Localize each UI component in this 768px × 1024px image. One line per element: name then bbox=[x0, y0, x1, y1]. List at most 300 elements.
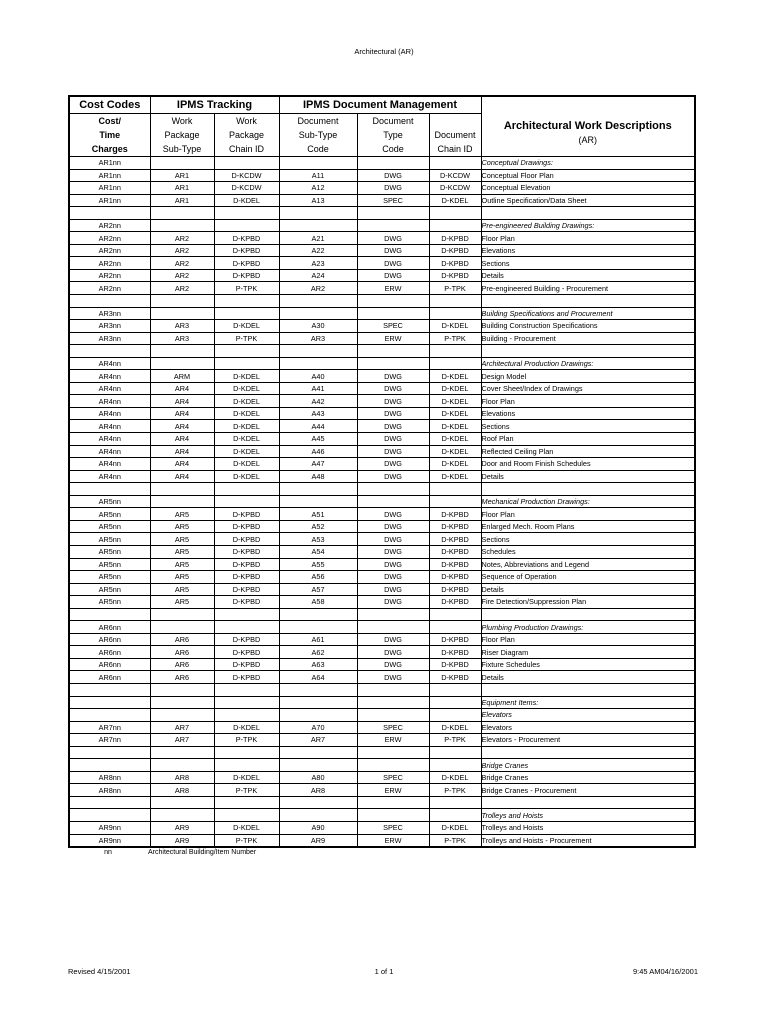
table-row bbox=[69, 608, 695, 621]
cost-code-cell bbox=[69, 809, 150, 822]
work-description-cell bbox=[481, 746, 695, 759]
cost-code-cell: AR5nn bbox=[69, 545, 150, 558]
table-row bbox=[69, 558, 695, 571]
document-type-code-cell bbox=[357, 709, 429, 722]
column-header-work-package-subtype bbox=[150, 114, 214, 157]
work-package-chain-id-cell: D-KPBD bbox=[214, 583, 279, 596]
table-row bbox=[69, 445, 695, 458]
work-description-cell: Floor Plan bbox=[481, 508, 695, 521]
document-type-code-cell: DWG bbox=[357, 420, 429, 433]
work-package-subtype-cell: AR1 bbox=[150, 194, 214, 207]
work-description-cell: Conceptual Elevation bbox=[481, 182, 695, 195]
cost-code-cell: AR6nn bbox=[69, 671, 150, 684]
document-subtype-code-cell: A22 bbox=[279, 244, 357, 257]
work-package-chain-id-cell bbox=[214, 207, 279, 220]
document-subtype-code-cell bbox=[279, 621, 357, 634]
work-package-chain-id-cell: D-KPBD bbox=[214, 658, 279, 671]
footnote-key: nn bbox=[104, 849, 112, 856]
work-description-cell: Cover Sheet/Index of Drawings bbox=[481, 382, 695, 395]
document-chain-id-cell: D-KPBD bbox=[429, 257, 481, 270]
table-row bbox=[69, 307, 695, 320]
cost-code-cell bbox=[69, 207, 150, 220]
work-description-cell: Fixture Schedules bbox=[481, 658, 695, 671]
document-chain-id-cell: D-KDEL bbox=[429, 433, 481, 446]
work-description-cell: Design Model bbox=[481, 370, 695, 383]
document-subtype-code-cell: A51 bbox=[279, 508, 357, 521]
cost-code-cell: AR1nn bbox=[69, 157, 150, 170]
document-type-code-cell: SPEC bbox=[357, 721, 429, 734]
work-package-chain-id-cell: D-KDEL bbox=[214, 433, 279, 446]
cost-code-cell: AR4nn bbox=[69, 470, 150, 483]
document-type-code-cell bbox=[357, 608, 429, 621]
cost-code-cell: AR6nn bbox=[69, 633, 150, 646]
cost-code-cell: AR1nn bbox=[69, 194, 150, 207]
cost-code-cell: AR4nn bbox=[69, 458, 150, 471]
work-package-chain-id-cell: D-KPBD bbox=[214, 232, 279, 245]
document-subtype-code-cell bbox=[279, 345, 357, 358]
table-row bbox=[69, 382, 695, 395]
work-descriptions-subtitle: (AR) bbox=[578, 135, 598, 145]
work-package-chain-id-cell bbox=[214, 709, 279, 722]
document-subtype-code-cell: AR8 bbox=[279, 784, 357, 797]
column-header-line: Document bbox=[297, 116, 339, 126]
document-chain-id-cell: D-KPBD bbox=[429, 671, 481, 684]
work-package-subtype-cell: AR5 bbox=[150, 596, 214, 609]
group-ipms-document-management: IPMS Document Management bbox=[279, 96, 481, 114]
document-subtype-code-cell: A48 bbox=[279, 470, 357, 483]
document-subtype-code-cell bbox=[279, 746, 357, 759]
work-description-cell bbox=[481, 683, 695, 696]
document-chain-id-cell bbox=[429, 483, 481, 496]
work-description-cell: Architectural Production Drawings: bbox=[481, 357, 695, 370]
work-package-subtype-cell bbox=[150, 307, 214, 320]
work-description-cell: Equipment Items: bbox=[481, 696, 695, 709]
work-package-subtype-cell: AR2 bbox=[150, 244, 214, 257]
document-subtype-code-cell bbox=[279, 357, 357, 370]
document-subtype-code-cell bbox=[279, 709, 357, 722]
group-ipms-tracking: IPMS Tracking bbox=[150, 96, 279, 114]
document-chain-id-cell: D-KDEL bbox=[429, 370, 481, 383]
column-header-line: Sub-Type bbox=[298, 130, 338, 140]
work-description-cell bbox=[481, 796, 695, 809]
work-package-subtype-cell bbox=[150, 809, 214, 822]
document-type-code-cell bbox=[357, 796, 429, 809]
work-package-subtype-cell: AR5 bbox=[150, 558, 214, 571]
work-package-subtype-cell: AR5 bbox=[150, 508, 214, 521]
footnote-text: Architectural Building/Item Number bbox=[148, 849, 257, 856]
group-cost-codes: Cost Codes bbox=[69, 96, 150, 114]
work-description-cell: Trolleys and Hoists - Procurement bbox=[481, 834, 695, 847]
cost-code-cell: AR4nn bbox=[69, 382, 150, 395]
table-row bbox=[69, 470, 695, 483]
work-package-subtype-cell: AR4 bbox=[150, 433, 214, 446]
work-package-subtype-cell bbox=[150, 621, 214, 634]
work-package-subtype-cell bbox=[150, 483, 214, 496]
cost-code-cell: AR1nn bbox=[69, 182, 150, 195]
cost-code-cell: AR8nn bbox=[69, 784, 150, 797]
document-chain-id-cell: D-KDEL bbox=[429, 470, 481, 483]
document-chain-id-cell: P-TPK bbox=[429, 734, 481, 747]
document-subtype-code-cell: A70 bbox=[279, 721, 357, 734]
table-row bbox=[69, 483, 695, 496]
column-header-line: Chain ID bbox=[437, 144, 473, 154]
document-chain-id-cell bbox=[429, 809, 481, 822]
document-subtype-code-cell: A63 bbox=[279, 658, 357, 671]
document-type-code-cell bbox=[357, 495, 429, 508]
work-description-cell: Roof Plan bbox=[481, 433, 695, 446]
table-row bbox=[69, 244, 695, 257]
document-chain-id-cell: D-KPBD bbox=[429, 583, 481, 596]
cost-code-cell: AR6nn bbox=[69, 621, 150, 634]
document-subtype-code-cell: A46 bbox=[279, 445, 357, 458]
work-package-chain-id-cell bbox=[214, 495, 279, 508]
work-package-subtype-cell bbox=[150, 746, 214, 759]
work-package-subtype-cell bbox=[150, 608, 214, 621]
column-header-line: Work bbox=[171, 116, 193, 126]
work-package-subtype-cell: AR5 bbox=[150, 520, 214, 533]
work-package-subtype-cell bbox=[150, 345, 214, 358]
table-row bbox=[69, 433, 695, 446]
document-chain-id-cell: D-KPBD bbox=[429, 533, 481, 546]
work-description-cell bbox=[481, 295, 695, 308]
table-row bbox=[69, 796, 695, 809]
cost-code-cell: AR5nn bbox=[69, 508, 150, 521]
document-subtype-code-cell bbox=[279, 809, 357, 822]
work-package-subtype-cell: AR6 bbox=[150, 671, 214, 684]
document-type-code-cell: DWG bbox=[357, 558, 429, 571]
document-type-code-cell: ERW bbox=[357, 784, 429, 797]
work-package-chain-id-cell: D-KDEL bbox=[214, 407, 279, 420]
work-package-chain-id-cell: D-KPBD bbox=[214, 558, 279, 571]
document-type-code-cell: DWG bbox=[357, 370, 429, 383]
cost-code-cell: AR4nn bbox=[69, 407, 150, 420]
document-chain-id-cell bbox=[429, 219, 481, 232]
cost-code-cell bbox=[69, 683, 150, 696]
document-chain-id-cell: D-KDEL bbox=[429, 721, 481, 734]
table-row bbox=[69, 219, 695, 232]
work-package-subtype-cell: AR2 bbox=[150, 257, 214, 270]
document-type-code-cell: DWG bbox=[357, 458, 429, 471]
document-type-code-cell bbox=[357, 683, 429, 696]
document-chain-id-cell: D-KPBD bbox=[429, 244, 481, 257]
work-package-chain-id-cell: D-KDEL bbox=[214, 395, 279, 408]
table-row bbox=[69, 257, 695, 270]
cost-code-cell: AR4nn bbox=[69, 370, 150, 383]
document-chain-id-cell: D-KDEL bbox=[429, 771, 481, 784]
table-row bbox=[69, 357, 695, 370]
column-header-line: Package bbox=[164, 130, 200, 140]
work-description-cell: Building - Procurement bbox=[481, 332, 695, 345]
table-row bbox=[69, 734, 695, 747]
work-package-subtype-cell: AR4 bbox=[150, 445, 214, 458]
document-subtype-code-cell: A56 bbox=[279, 571, 357, 584]
document-subtype-code-cell bbox=[279, 608, 357, 621]
work-description-cell: Enlarged Mech. Room Plans bbox=[481, 520, 695, 533]
document-subtype-code-cell: A52 bbox=[279, 520, 357, 533]
table-row bbox=[69, 182, 695, 195]
work-package-chain-id-cell: P-TPK bbox=[214, 734, 279, 747]
document-chain-id-cell: P-TPK bbox=[429, 282, 481, 295]
document-type-code-cell: DWG bbox=[357, 633, 429, 646]
document-type-code-cell: DWG bbox=[357, 658, 429, 671]
table-row bbox=[69, 495, 695, 508]
work-description-cell: Trolleys and Hoists bbox=[481, 809, 695, 822]
work-description-cell: Riser Diagram bbox=[481, 646, 695, 659]
document-type-code-cell bbox=[357, 746, 429, 759]
work-description-cell bbox=[481, 608, 695, 621]
cost-code-cell bbox=[69, 759, 150, 772]
document-type-code-cell: SPEC bbox=[357, 821, 429, 834]
work-package-chain-id-cell bbox=[214, 295, 279, 308]
cost-code-cell bbox=[69, 746, 150, 759]
work-package-chain-id-cell: D-KDEL bbox=[214, 721, 279, 734]
work-description-cell: Bridge Cranes bbox=[481, 759, 695, 772]
document-subtype-code-cell bbox=[279, 219, 357, 232]
document-type-code-cell bbox=[357, 157, 429, 170]
document-subtype-code-cell bbox=[279, 683, 357, 696]
table-row bbox=[69, 407, 695, 420]
work-package-subtype-cell bbox=[150, 759, 214, 772]
document-chain-id-cell bbox=[429, 696, 481, 709]
document-chain-id-cell: D-KDEL bbox=[429, 382, 481, 395]
column-header-line: Charges bbox=[91, 144, 128, 154]
work-package-chain-id-cell bbox=[214, 307, 279, 320]
work-description-cell: Sections bbox=[481, 533, 695, 546]
document-subtype-code-cell: A53 bbox=[279, 533, 357, 546]
cost-code-cell: AR7nn bbox=[69, 721, 150, 734]
column-header-line: Time bbox=[99, 130, 121, 140]
table-row bbox=[69, 696, 695, 709]
table-row bbox=[69, 194, 695, 207]
table-row bbox=[69, 345, 695, 358]
cost-code-cell: AR5nn bbox=[69, 571, 150, 584]
document-type-code-cell: DWG bbox=[357, 520, 429, 533]
document-type-code-cell: SPEC bbox=[357, 194, 429, 207]
table-row bbox=[69, 658, 695, 671]
cost-code-cell: AR3nn bbox=[69, 332, 150, 345]
document-subtype-code-cell bbox=[279, 157, 357, 170]
document-subtype-code-cell: A42 bbox=[279, 395, 357, 408]
work-package-chain-id-cell: D-KDEL bbox=[214, 382, 279, 395]
work-package-chain-id-cell: D-KPBD bbox=[214, 596, 279, 609]
work-package-subtype-cell bbox=[150, 219, 214, 232]
document-chain-id-cell bbox=[429, 746, 481, 759]
column-header-line: Document bbox=[434, 130, 476, 140]
table-row bbox=[69, 395, 695, 408]
document-chain-id-cell bbox=[429, 295, 481, 308]
document-type-code-cell bbox=[357, 483, 429, 496]
cost-code-cell bbox=[69, 709, 150, 722]
document-chain-id-cell: D-KPBD bbox=[429, 508, 481, 521]
work-package-subtype-cell bbox=[150, 709, 214, 722]
document-type-code-cell bbox=[357, 696, 429, 709]
document-chain-id-cell: D-KPBD bbox=[429, 658, 481, 671]
cost-code-cell bbox=[69, 345, 150, 358]
work-package-subtype-cell: AR5 bbox=[150, 545, 214, 558]
table-row bbox=[69, 821, 695, 834]
document-subtype-code-cell bbox=[279, 696, 357, 709]
work-description-cell bbox=[481, 345, 695, 358]
document-subtype-code-cell: AR2 bbox=[279, 282, 357, 295]
work-package-subtype-cell: AR2 bbox=[150, 282, 214, 295]
column-header-document-type-code bbox=[357, 114, 429, 157]
work-package-chain-id-cell bbox=[214, 345, 279, 358]
table-row bbox=[69, 169, 695, 182]
table-row bbox=[69, 533, 695, 546]
work-package-subtype-cell: AR6 bbox=[150, 633, 214, 646]
work-package-chain-id-cell bbox=[214, 608, 279, 621]
work-description-cell: Fire Detection/Suppression Plan bbox=[481, 596, 695, 609]
table-row bbox=[69, 520, 695, 533]
cost-code-cell: AR5nn bbox=[69, 520, 150, 533]
work-description-cell: Outline Specification/Data Sheet bbox=[481, 194, 695, 207]
document-chain-id-cell bbox=[429, 683, 481, 696]
work-package-subtype-cell: AR1 bbox=[150, 169, 214, 182]
work-package-chain-id-cell bbox=[214, 483, 279, 496]
document-type-code-cell: ERW bbox=[357, 282, 429, 295]
document-chain-id-cell bbox=[429, 495, 481, 508]
work-package-subtype-cell: AR8 bbox=[150, 784, 214, 797]
document-type-code-cell bbox=[357, 345, 429, 358]
cost-code-cell bbox=[69, 608, 150, 621]
document-type-code-cell: DWG bbox=[357, 407, 429, 420]
table-row bbox=[69, 633, 695, 646]
column-header-document-subtype-code bbox=[279, 114, 357, 157]
document-chain-id-cell: D-KPBD bbox=[429, 646, 481, 659]
document-subtype-code-cell: A45 bbox=[279, 433, 357, 446]
document-type-code-cell bbox=[357, 809, 429, 822]
work-package-chain-id-cell: D-KPBD bbox=[214, 257, 279, 270]
work-package-subtype-cell: AR2 bbox=[150, 232, 214, 245]
document-chain-id-cell bbox=[429, 709, 481, 722]
document-subtype-code-cell: A23 bbox=[279, 257, 357, 270]
work-description-cell: Plumbing Production Drawings: bbox=[481, 621, 695, 634]
document-type-code-cell: DWG bbox=[357, 533, 429, 546]
work-package-subtype-cell: AR1 bbox=[150, 182, 214, 195]
document-subtype-code-cell: A80 bbox=[279, 771, 357, 784]
work-package-chain-id-cell: D-KCDW bbox=[214, 182, 279, 195]
document-chain-id-cell bbox=[429, 307, 481, 320]
cost-code-cell: AR4nn bbox=[69, 357, 150, 370]
architectural-codes-table bbox=[68, 95, 696, 848]
work-package-subtype-cell: AR6 bbox=[150, 646, 214, 659]
work-package-chain-id-cell: D-KDEL bbox=[214, 458, 279, 471]
column-header-work-package-chain-id bbox=[214, 114, 279, 157]
work-package-chain-id-cell bbox=[214, 683, 279, 696]
cost-code-cell: AR2nn bbox=[69, 219, 150, 232]
work-package-subtype-cell: AR9 bbox=[150, 834, 214, 847]
work-description-cell: Door and Room Finish Schedules bbox=[481, 458, 695, 471]
work-description-cell: Elevations bbox=[481, 407, 695, 420]
document-type-code-cell: DWG bbox=[357, 571, 429, 584]
document-chain-id-cell bbox=[429, 608, 481, 621]
table-row bbox=[69, 771, 695, 784]
document-chain-id-cell: D-KPBD bbox=[429, 571, 481, 584]
document-chain-id-cell: D-KPBD bbox=[429, 558, 481, 571]
work-description-cell bbox=[481, 483, 695, 496]
work-package-subtype-cell: AR5 bbox=[150, 533, 214, 546]
document-subtype-code-cell: A24 bbox=[279, 269, 357, 282]
table-row bbox=[69, 320, 695, 333]
document-subtype-code-cell: A44 bbox=[279, 420, 357, 433]
work-package-chain-id-cell bbox=[214, 357, 279, 370]
document-chain-id-cell bbox=[429, 207, 481, 220]
cost-code-cell: AR6nn bbox=[69, 646, 150, 659]
document-type-code-cell: DWG bbox=[357, 508, 429, 521]
document-chain-id-cell: D-KPBD bbox=[429, 232, 481, 245]
document-chain-id-cell: D-KDEL bbox=[429, 194, 481, 207]
column-header-line: Chain ID bbox=[229, 144, 265, 154]
document-type-code-cell: DWG bbox=[357, 470, 429, 483]
document-type-code-cell bbox=[357, 759, 429, 772]
column-header-line: Document bbox=[372, 116, 414, 126]
document-chain-id-cell: D-KDEL bbox=[429, 445, 481, 458]
table-row bbox=[69, 834, 695, 847]
document-subtype-code-cell bbox=[279, 483, 357, 496]
work-package-subtype-cell: AR3 bbox=[150, 320, 214, 333]
work-package-subtype-cell: AR4 bbox=[150, 470, 214, 483]
document-subtype-code-cell bbox=[279, 796, 357, 809]
table-row bbox=[69, 621, 695, 634]
document-subtype-code-cell: A57 bbox=[279, 583, 357, 596]
cost-code-cell: AR2nn bbox=[69, 232, 150, 245]
work-description-cell: Trolleys and Hoists bbox=[481, 821, 695, 834]
cost-code-cell: AR9nn bbox=[69, 834, 150, 847]
document-chain-id-cell: D-KPBD bbox=[429, 545, 481, 558]
work-package-subtype-cell bbox=[150, 495, 214, 508]
work-package-chain-id-cell: D-KPBD bbox=[214, 571, 279, 584]
table-row bbox=[69, 295, 695, 308]
document-subtype-code-cell: A41 bbox=[279, 382, 357, 395]
document-subtype-code-cell bbox=[279, 207, 357, 220]
work-description-cell: Bridge Cranes bbox=[481, 771, 695, 784]
document-type-code-cell: DWG bbox=[357, 671, 429, 684]
work-package-chain-id-cell bbox=[214, 759, 279, 772]
cost-code-cell: AR2nn bbox=[69, 269, 150, 282]
document-subtype-code-cell: A30 bbox=[279, 320, 357, 333]
document-subtype-code-cell: A54 bbox=[279, 545, 357, 558]
work-package-subtype-cell bbox=[150, 207, 214, 220]
table-row bbox=[69, 596, 695, 609]
work-package-chain-id-cell: D-KPBD bbox=[214, 545, 279, 558]
document-subtype-code-cell bbox=[279, 759, 357, 772]
work-package-subtype-cell bbox=[150, 357, 214, 370]
work-description-cell: Floor Plan bbox=[481, 633, 695, 646]
work-package-subtype-cell: AR4 bbox=[150, 395, 214, 408]
work-description-cell: Conceptual Drawings: bbox=[481, 157, 695, 170]
column-header-line: Cost/ bbox=[98, 116, 121, 126]
work-package-subtype-cell bbox=[150, 696, 214, 709]
work-description-cell: Details bbox=[481, 470, 695, 483]
document-type-code-cell: DWG bbox=[357, 433, 429, 446]
work-package-chain-id-cell: D-KDEL bbox=[214, 194, 279, 207]
work-package-subtype-cell: AR4 bbox=[150, 407, 214, 420]
document-chain-id-cell bbox=[429, 796, 481, 809]
work-package-subtype-cell: AR7 bbox=[150, 734, 214, 747]
document-subtype-code-cell bbox=[279, 495, 357, 508]
work-package-chain-id-cell: D-KPBD bbox=[214, 244, 279, 257]
work-description-cell: Bridge Cranes - Procurement bbox=[481, 784, 695, 797]
work-description-cell: Conceptual Floor Plan bbox=[481, 169, 695, 182]
cost-code-cell: AR2nn bbox=[69, 244, 150, 257]
work-package-subtype-cell: AR2 bbox=[150, 269, 214, 282]
document-type-code-cell: DWG bbox=[357, 269, 429, 282]
document-chain-id-cell: P-TPK bbox=[429, 332, 481, 345]
work-package-chain-id-cell: P-TPK bbox=[214, 282, 279, 295]
work-description-cell: Pre-engineered Building - Procurement bbox=[481, 282, 695, 295]
work-package-subtype-cell: AR8 bbox=[150, 771, 214, 784]
cost-code-cell: AR9nn bbox=[69, 821, 150, 834]
